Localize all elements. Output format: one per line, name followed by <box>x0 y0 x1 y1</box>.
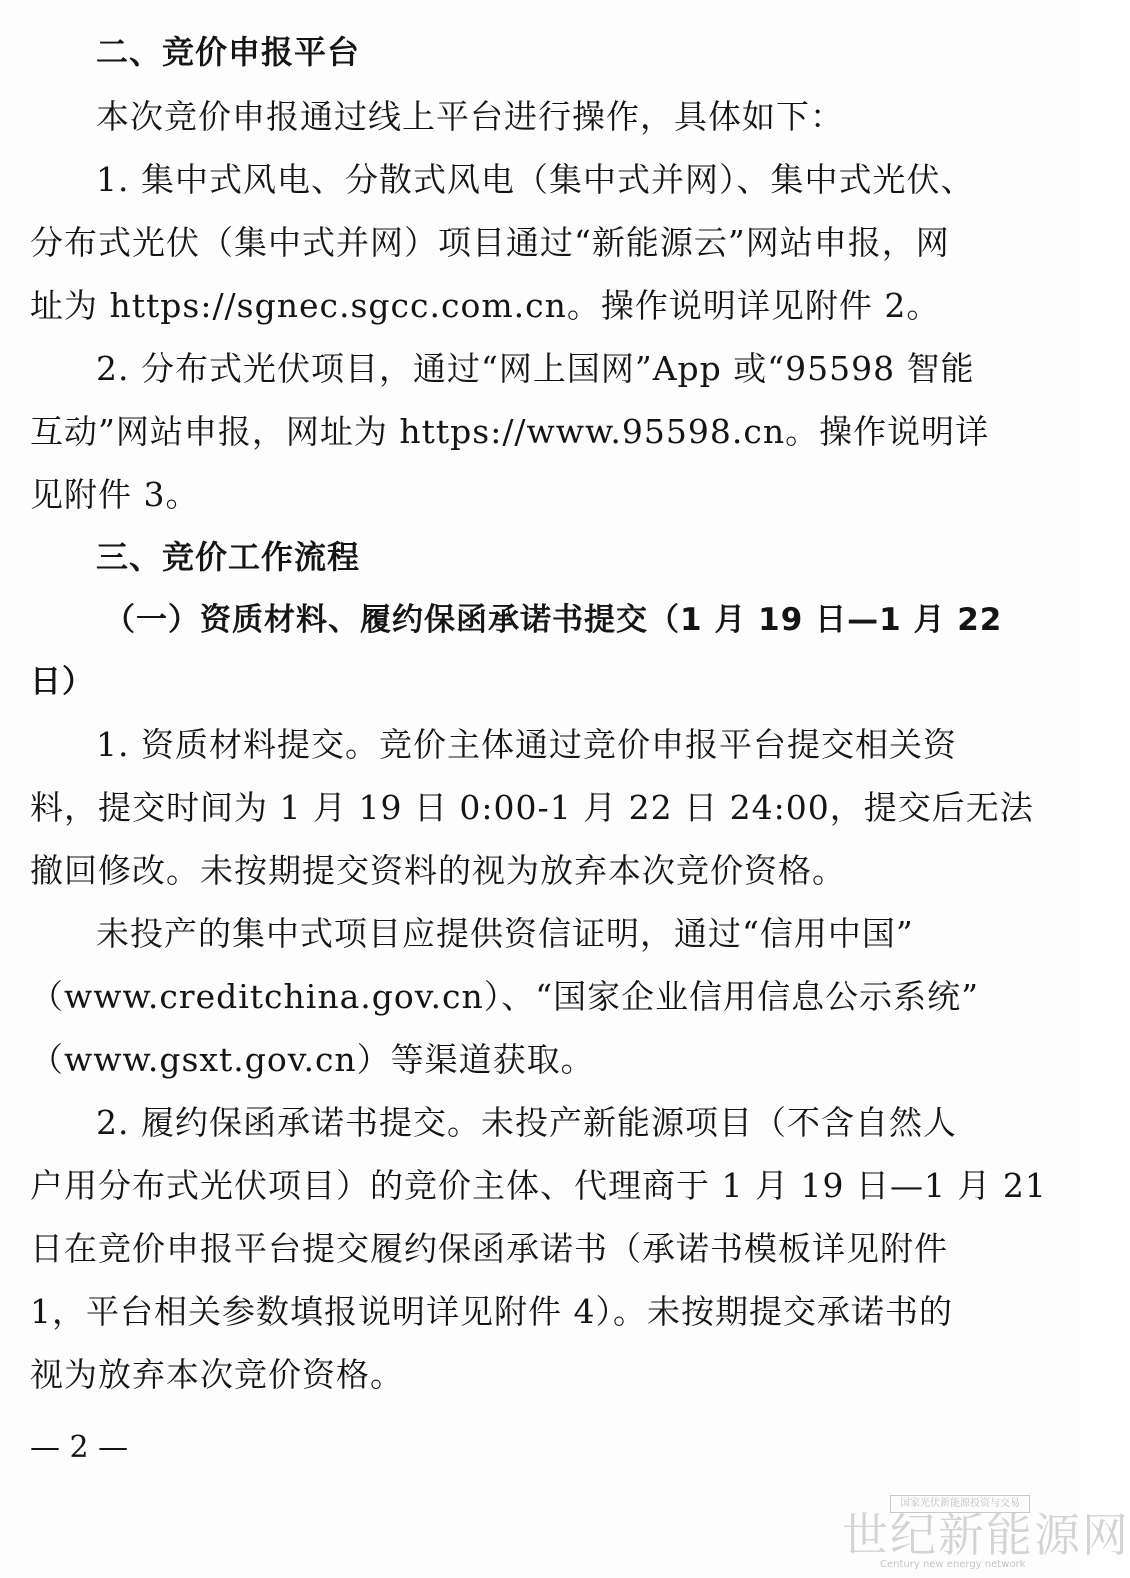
paragraph-line: 见附件 3。 <box>30 475 200 514</box>
watermark-english-text: Century new energy network <box>880 1559 1026 1570</box>
paragraph-line: 视为放弃本次竞价资格。 <box>30 1355 404 1394</box>
paragraph-line: （www.creditchina.gov.cn）、“国家企业信用信息公示系统” <box>30 977 979 1016</box>
subsection-heading-submission: （一）资质材料、履约保函承诺书提交（1 月 19 日—1 月 22 <box>104 602 1003 638</box>
paragraph-line: 日在竞价申报平台提交履约保函承诺书（承诺书模板详见附件 <box>30 1229 948 1268</box>
paragraph-line: 分布式光伏（集中式并网）项目通过“新能源云”网站申报，网 <box>30 223 950 262</box>
watermark-logo-text: 世纪新能源网 <box>842 1508 1130 1562</box>
paragraph-line: 2. 履约保函承诺书提交。未投产新能源项目（不含自然人 <box>96 1103 957 1142</box>
page-number: — 2 — <box>30 1430 129 1465</box>
paragraph-line: 1. 资质材料提交。竞价主体通过竞价申报平台提交相关资 <box>96 725 957 764</box>
paragraph-line: （www.gsxt.gov.cn）等渠道获取。 <box>30 1040 595 1079</box>
section-heading-workflow: 三、竞价工作流程 <box>96 538 361 576</box>
paragraph-line: 1，平台相关参数填报说明详见附件 4）。未按期提交承诺书的 <box>30 1292 953 1331</box>
paragraph-line: 未投产的集中式项目应提供资信证明，通过“信用中国” <box>96 914 914 953</box>
paragraph-line: 料，提交时间为 1 月 19 日 0:00-1 月 22 日 24:00，提交后无法 <box>30 788 1034 827</box>
paragraph-line: 本次竞价申报通过线上平台进行操作，具体如下： <box>96 97 844 136</box>
paragraph-line: 2. 分布式光伏项目，通过“网上国网”App 或“95598 智能 <box>96 349 975 388</box>
watermark-tagline-box: 国家光伏新能源投资与交易 <box>890 1495 1030 1513</box>
paragraph-line: 址为 https://sgnec.sgcc.com.cn。操作说明详见附件 2。 <box>30 286 941 325</box>
section-heading-platform: 二、竞价申报平台 <box>96 33 361 71</box>
paragraph-line: 撤回修改。未按期提交资料的视为放弃本次竞价资格。 <box>30 851 846 890</box>
paragraph-line: 互动”网站申报，网址为 https://www.95598.cn。操作说明详 <box>30 412 990 451</box>
subsection-heading-continuation: 日） <box>30 664 94 700</box>
paragraph-line: 1. 集中式风电、分散式风电（集中式并网）、集中式光伏、 <box>96 160 975 199</box>
paragraph-line: 户用分布式光伏项目）的竞价主体、代理商于 1 月 19 日—1 月 21 <box>30 1166 1047 1205</box>
